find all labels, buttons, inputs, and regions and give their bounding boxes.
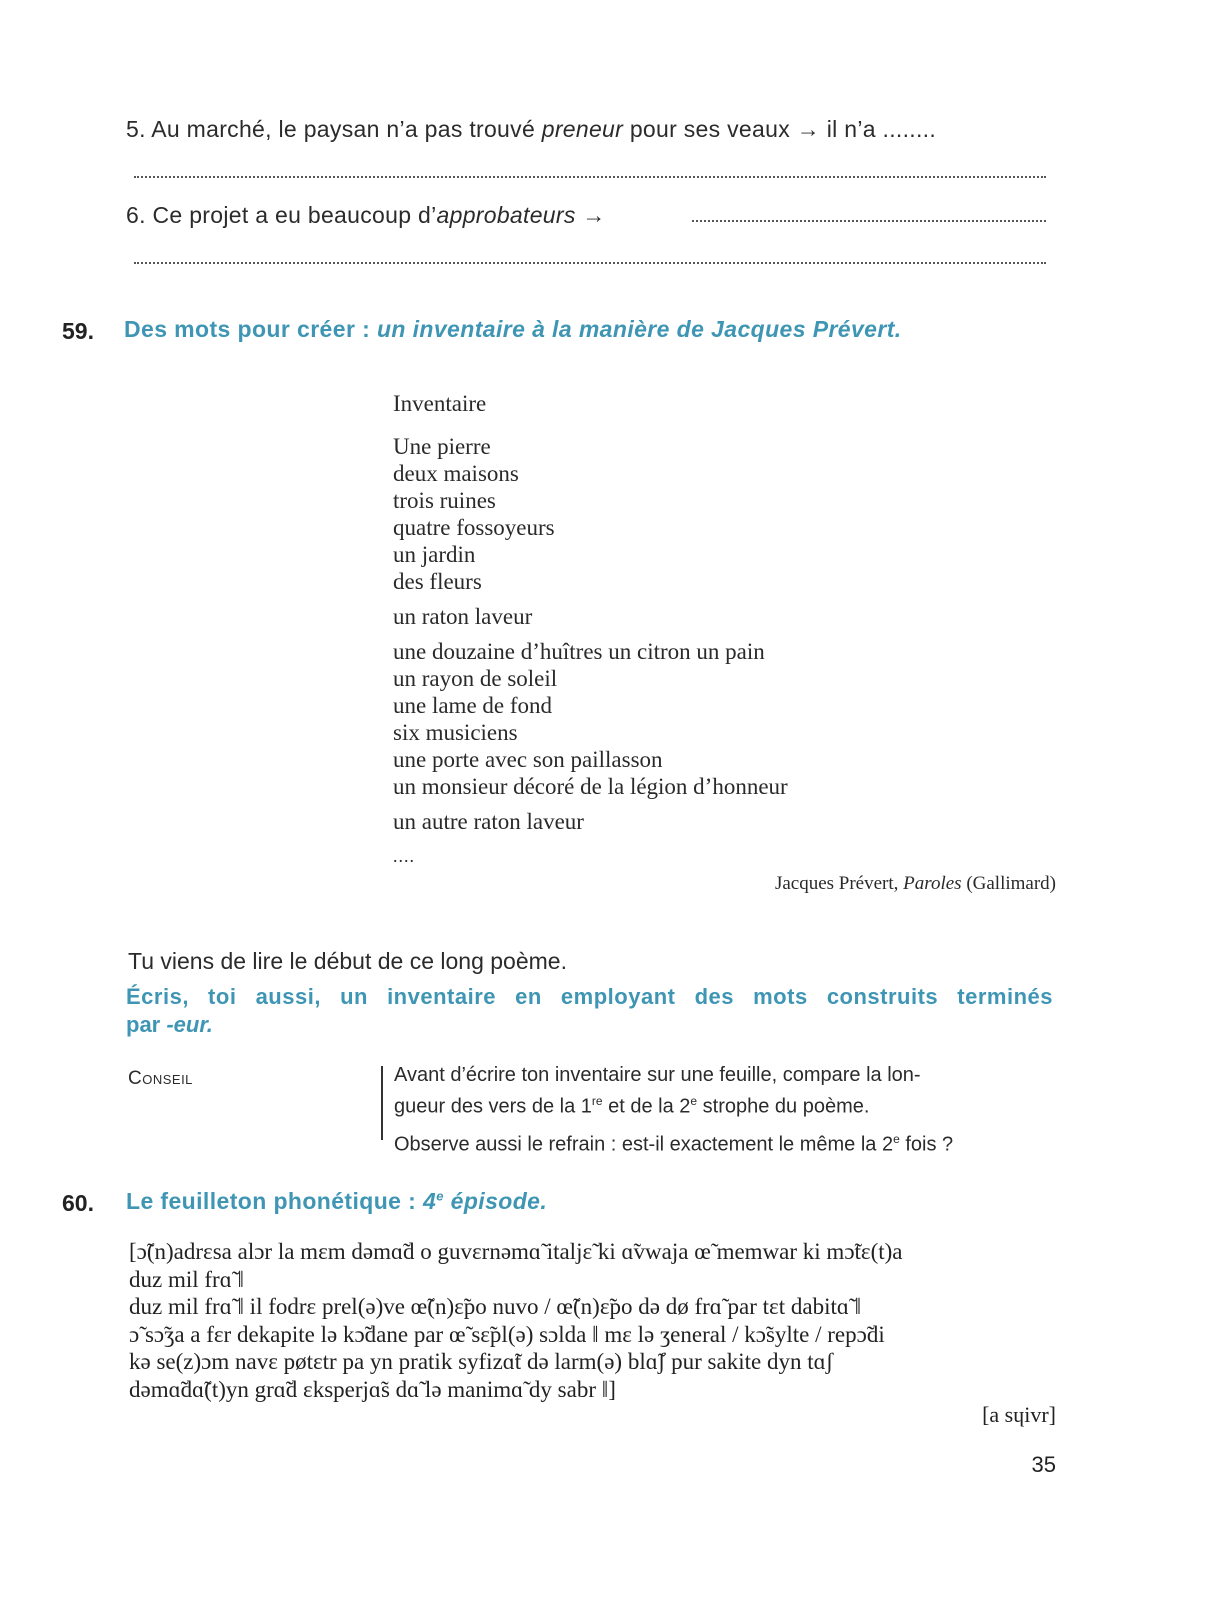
conseil-text <box>394 1062 1056 1157</box>
task-par: par <box>126 1012 167 1037</box>
phonetic-line: duz mil frɑ̃ ‖ il fodrɛ prel(ə)ve œ̃(n)ɛ̃po nuvo / œ̃(n)ɛ̃po də dø frɑ̃ par tɛt dabitɑ̃ ‖ <box>129 1294 862 1319</box>
poem-credit <box>775 873 1056 895</box>
phonetic-text <box>129 1238 1057 1403</box>
poem-line: quatre fossoyeurs <box>393 515 555 540</box>
poem-line: six musiciens <box>393 720 518 745</box>
section-title <box>124 316 902 343</box>
item-text-after: pour ses veaux <box>623 116 790 142</box>
conseil-divider <box>381 1066 383 1140</box>
conseil-text-part: gueur des vers de la 1 <box>394 1095 592 1118</box>
section-title-italic: un inventaire à la manière de Jacques Prévert. <box>376 316 902 342</box>
item-tail: il n’a ........ <box>826 116 937 142</box>
to-be-continued: [a sɥivr] <box>982 1402 1056 1427</box>
poem-ellipsis: .... <box>393 846 415 866</box>
section-title-plain: Des mots pour créer : <box>124 316 377 342</box>
exercise-item-5 <box>126 116 936 143</box>
arrow-icon: → <box>796 116 821 142</box>
conseil-text-part: strophe du poème. <box>697 1095 870 1118</box>
poem-line: un jardin <box>393 542 476 567</box>
ordinal-sup: re <box>591 1094 603 1108</box>
task-suffix: -eur. <box>166 1012 213 1037</box>
conseil-text-part: fois ? <box>899 1133 954 1156</box>
item-italic-word: preneur <box>541 116 624 142</box>
instruction-task-line2 <box>126 1012 213 1038</box>
instruction-intro: Tu viens de lire le début de ce long poème. <box>128 948 567 974</box>
conseil-line <box>394 1126 1056 1158</box>
item-text: Au marché, le paysan n’a pas trouvé <box>151 116 542 142</box>
conseil-line <box>394 1088 1056 1120</box>
poem-refrain: un autre raton laveur <box>393 809 584 834</box>
poem-line: deux maisons <box>393 461 519 486</box>
item-number: 6. <box>126 202 146 228</box>
answer-line[interactable] <box>692 220 1046 222</box>
section-title <box>126 1188 547 1215</box>
section-number: 60. <box>62 1190 94 1216</box>
section-title-plain: Le feuilleton phonétique : <box>126 1188 424 1214</box>
poem-line: des fleurs <box>393 569 482 594</box>
answer-line[interactable] <box>134 262 1046 264</box>
poem-line: une lame de fond <box>393 693 553 718</box>
ordinal-sup: e <box>690 1094 698 1108</box>
ordinal-sup: e <box>893 1131 900 1146</box>
instruction-task: Écris, toi aussi, un inventaire en employant des mots construits terminés <box>126 984 1053 1009</box>
phonetic-line: dəmɑ̃dɑ̃(t)yn grɑ̃d ɛksperjɑ̃s dɑ̃ lə manimɑ̃ dy sabr ‖] <box>129 1376 616 1402</box>
section-title-episode <box>423 1188 547 1214</box>
conseil-text-part: Observe aussi le refrain : est-il exactement le même la 2 <box>394 1133 894 1156</box>
credit-book: Paroles <box>903 873 962 894</box>
phonetic-line: duz mil frɑ̃ ‖ <box>129 1266 244 1292</box>
section-number: 59. <box>62 318 94 344</box>
conseil-label: Conseil <box>128 1068 193 1089</box>
conseil-text-part: et de la 2 <box>602 1095 691 1118</box>
answer-line[interactable] <box>134 176 1046 178</box>
phonetic-line: ɔ̃ sɔ̃ʒa a fɛr dekapite lə kɔ̃dane par œ̃ sɛ̃pl(ə) sɔlda ‖ mɛ lə ʒeneral / kɔ̃sylte / repɔ̃di <box>129 1321 885 1347</box>
poem-line: trois ruines <box>393 488 496 513</box>
credit-publisher: (Gallimard) <box>961 873 1056 894</box>
arrow-icon: → <box>582 202 606 228</box>
poem-title: Inventaire <box>393 391 487 416</box>
ordinal-sup: e <box>436 1188 444 1204</box>
item-italic-word: approbateurs <box>436 202 576 228</box>
exercise-item-6 <box>126 202 606 229</box>
poem-line: Une pierre <box>393 434 491 459</box>
episode-number: 4 <box>423 1188 437 1214</box>
phonetic-line: [ɔ̃(n)adrɛsa alɔr la mɛm dəmɑ̃d o guvɛrnəmɑ̃ italjɛ̃ ki ɑ̃vwaja œ̃ memwar ki mɔ̃tɛ(t)a <box>129 1239 903 1264</box>
credit-author: Jacques Prévert, <box>774 873 904 894</box>
poem-line: un monsieur décoré de la légion d’honneur <box>393 774 788 799</box>
item-text: Ce projet a eu beaucoup d’ <box>152 202 437 228</box>
episode-word: épisode. <box>443 1188 548 1214</box>
phonetic-line: kə se(z)ɔm navɛ pøtɛtr pa yn pratik syfizɑ̃t də larm(ə) blɑ̃ʃ pur sakite dyn tɑʃ <box>129 1349 834 1374</box>
poem <box>393 390 788 870</box>
conseil-line: Avant d’écrire ton inventaire sur une feuille, compare la lon- <box>394 1064 921 1086</box>
poem-line: une douzaine d’huîtres un citron un pain <box>393 639 765 664</box>
item-number: 5. <box>126 116 146 142</box>
poem-refrain: un raton laveur <box>393 604 533 629</box>
poem-line: une porte avec son paillasson <box>393 747 663 772</box>
page-number: 35 <box>1031 1452 1056 1477</box>
poem-line: un rayon de soleil <box>393 666 558 691</box>
